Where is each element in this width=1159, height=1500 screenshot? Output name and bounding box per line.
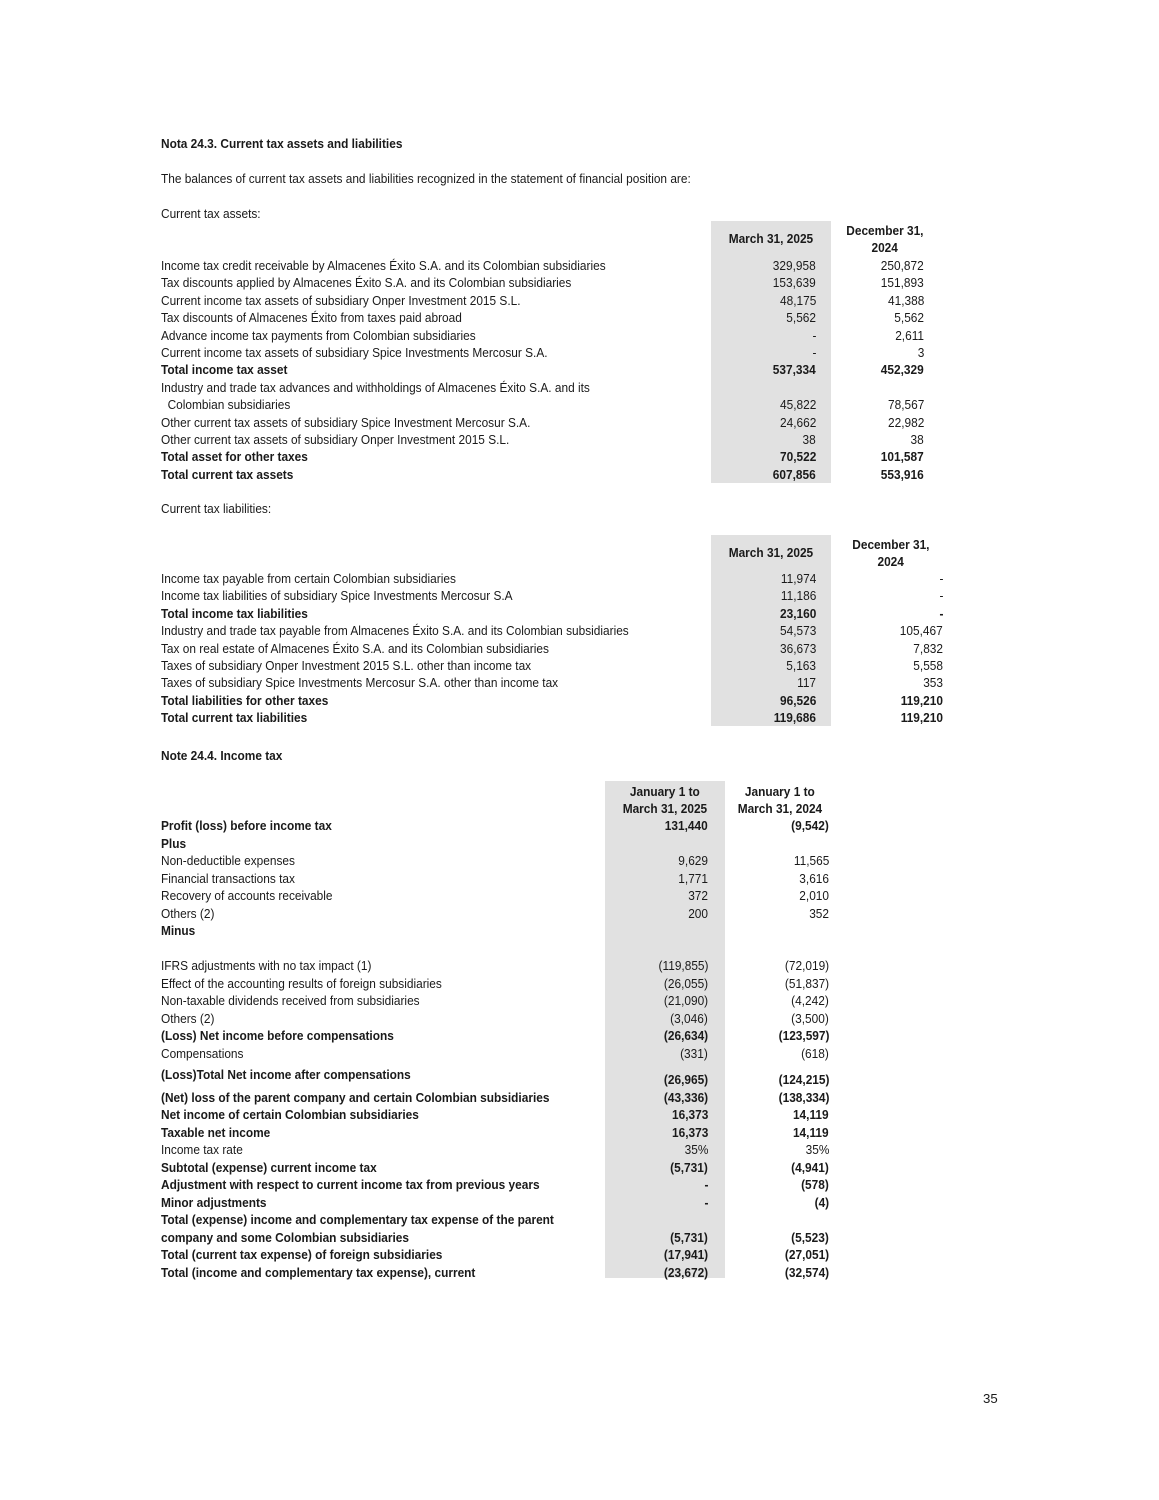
row-value-col2: 35%	[805, 1142, 829, 1157]
row-value-col2: 352	[809, 905, 829, 921]
row-value-col2: (32,574)	[784, 1264, 829, 1280]
table-row	[0, 1194, 1159, 1211]
row-value-col2: 78,567	[887, 397, 924, 413]
row-value-col1: 45,822	[779, 397, 816, 413]
row-value-col1: 16,373	[671, 1124, 708, 1140]
row-label: Colombian subsidiaries	[161, 397, 291, 413]
table-row	[0, 1159, 1159, 1176]
row-value-col1: 607,856	[773, 466, 816, 482]
table-row	[0, 1066, 1159, 1087]
income-tax-col1-header-line2: March 31, 2025	[622, 801, 708, 816]
row-value-col2: 38	[910, 432, 924, 447]
liabilities-col2-header-line2: 2024	[877, 554, 905, 569]
row-value-col1: 537,334	[773, 362, 816, 378]
row-value-col2: 2,611	[895, 327, 924, 343]
row-label: Others (2)	[161, 905, 215, 921]
row-value-col1: 1,771	[678, 870, 708, 886]
table-row	[0, 905, 1159, 922]
row-label: Others (2)	[161, 1010, 215, 1026]
liabilities-heading: Current tax liabilities:	[161, 501, 272, 516]
row-label: (Loss) Net income before compensations	[161, 1028, 394, 1043]
row-value-col1: -	[704, 1194, 708, 1210]
table-row	[0, 292, 1159, 309]
liabilities-col1-header: March 31, 2025	[728, 545, 814, 560]
income-tax-col2-header-line2: March 31, 2024	[737, 801, 823, 816]
row-value-col2: 22,982	[887, 414, 924, 430]
row-value-col1: (21,090)	[663, 993, 708, 1008]
row-label: Other current tax assets of subsidiary Onper Investment 2015 S.L.	[161, 432, 510, 447]
row-label: Net income of certain Colombian subsidiaries	[161, 1107, 419, 1122]
row-label: Current income tax assets of subsidiary Onper Investment 2015 S.L.	[161, 292, 521, 308]
row-value-col1: (26,055)	[663, 975, 708, 991]
table-row	[0, 1246, 1159, 1263]
row-value-col1: (43,336)	[663, 1089, 708, 1105]
liabilities-col2-header	[836, 536, 946, 570]
row-label: Income tax credit receivable by Almacenes Éxito S.A. and its Colombian subsidiaries	[161, 258, 606, 273]
row-value-col2: 14,119	[793, 1124, 829, 1140]
table-row	[0, 1089, 1159, 1106]
table-row	[0, 274, 1159, 291]
table-row	[0, 327, 1159, 344]
row-value-col1: 54,573	[779, 623, 816, 639]
income-tax-col2-header	[725, 783, 835, 817]
note-24-4-title: Note 24.4. Income tax	[161, 748, 283, 763]
row-value-col1: (5,731)	[670, 1159, 708, 1175]
row-value-col1: 153,639	[773, 275, 816, 291]
row-value-col1: -	[812, 345, 816, 360]
row-value-col2: 11,565	[793, 853, 829, 868]
row-value-col1: -	[812, 327, 816, 343]
row-value-col1: 200	[688, 905, 708, 921]
row-value-col2: (4)	[814, 1194, 829, 1210]
row-value-col1: 96,526	[779, 692, 816, 708]
assets-col1-header: March 31, 2025	[728, 231, 814, 246]
table-row	[0, 431, 1159, 448]
table-row	[0, 344, 1159, 361]
note-24-3-intro: The balances of current tax assets and liabilities recognized in the statement of financial position are:	[161, 171, 691, 186]
table-row	[0, 466, 1159, 483]
row-value-col1: (119,855)	[658, 958, 708, 973]
row-value-col1: (5,731)	[670, 1229, 708, 1245]
row-value-col1: (17,941)	[663, 1247, 708, 1262]
row-value-col2: (72,019)	[784, 958, 829, 973]
row-value-col2: 14,119	[793, 1107, 829, 1122]
liabilities-col2-header-line1: December 31,	[852, 537, 930, 552]
row-value-col1: (3,046)	[670, 1010, 708, 1026]
row-value-col2: 452,329	[881, 362, 924, 378]
row-label: Tax on real estate of Almacenes Éxito S.A. and its Colombian subsidiaries	[161, 640, 549, 656]
table-row	[0, 1211, 1159, 1228]
table-row	[0, 870, 1159, 887]
row-label: Taxes of subsidiary Spice Investments Mercosur S.A. other than income tax	[161, 675, 559, 691]
table-row	[0, 414, 1159, 431]
row-label: Total current tax assets	[161, 466, 294, 482]
table-row	[0, 396, 1159, 413]
table-row	[0, 709, 1159, 726]
row-value-col1: 5,163	[786, 658, 816, 673]
row-label: Advance income tax payments from Colombian subsidiaries	[161, 327, 476, 343]
row-label: Other current tax assets of subsidiary Spice Investment Mercosur S.A.	[161, 414, 531, 430]
row-value-col2: -	[939, 588, 943, 604]
table-row	[0, 674, 1159, 691]
row-label: Minor adjustments	[161, 1194, 267, 1210]
row-value-col1: -	[704, 1177, 708, 1192]
row-value-col1: 48,175	[779, 292, 816, 308]
row-label: Compensations	[161, 1045, 244, 1061]
income-tax-col1-header	[605, 783, 725, 817]
table-row	[0, 1106, 1159, 1123]
row-value-col2: (618)	[801, 1045, 829, 1061]
table-row	[0, 1045, 1159, 1062]
row-value-col2: 119,210	[900, 692, 943, 708]
table-row	[0, 817, 1159, 834]
row-label: Non-taxable dividends received from subsidiaries	[161, 993, 420, 1008]
row-value-col1: 5,562	[786, 310, 816, 326]
row-label: Effect of the accounting results of foreign subsidiaries	[161, 975, 442, 991]
table-row	[0, 1264, 1159, 1281]
row-label: Total income tax liabilities	[161, 605, 308, 621]
row-value-col1: 119,686	[773, 710, 816, 726]
table-row	[0, 361, 1159, 378]
row-label: Profit (loss) before income tax	[161, 818, 332, 833]
row-label: (Loss)Total Net income after compensations	[161, 1067, 411, 1082]
row-value-col1: 38	[802, 432, 816, 447]
row-value-col1: (26,634)	[663, 1028, 708, 1043]
row-value-col2: 3	[917, 345, 924, 360]
row-label: Industry and trade tax advances and withholdings of Almacenes Éxito S.A. and its	[161, 379, 590, 395]
table-row	[0, 570, 1159, 587]
table-row	[0, 1124, 1159, 1141]
row-label: Total (income and complementary tax expense), current	[161, 1264, 476, 1280]
row-value-col2: 41,388	[887, 292, 924, 308]
row-value-col2: (5,523)	[791, 1229, 829, 1245]
table-row	[0, 257, 1159, 274]
row-value-col1: 11,186	[780, 588, 816, 604]
row-label: Adjustment with respect to current income tax from previous years	[161, 1177, 540, 1192]
table-row	[0, 379, 1159, 396]
note-24-3-title: Nota 24.3. Current tax assets and liabilities	[161, 136, 403, 151]
table-row	[0, 448, 1159, 465]
table-row	[0, 1229, 1159, 1246]
row-label: Total liabilities for other taxes	[161, 692, 329, 708]
row-value-col2: 7,832	[913, 640, 943, 656]
table-row	[0, 957, 1159, 974]
row-label: Current income tax assets of subsidiary Spice Investments Mercosur S.A.	[161, 345, 548, 360]
row-label: Total (current tax expense) of foreign subsidiaries	[161, 1247, 443, 1262]
row-value-col2: (123,597)	[778, 1028, 829, 1043]
row-value-col2: (578)	[801, 1177, 829, 1192]
row-value-col2: 105,467	[900, 623, 943, 639]
row-label: Total (expense) income and complementary tax expense of the parent	[161, 1212, 554, 1227]
row-value-col1: 36,673	[779, 640, 816, 656]
table-row	[0, 309, 1159, 326]
page-number: 35	[983, 1391, 998, 1406]
row-value-col1: 16,373	[671, 1107, 708, 1122]
row-label: Income tax liabilities of subsidiary Spice Investments Mercosur S.A	[161, 588, 513, 604]
row-value-col1: 372	[688, 888, 708, 903]
table-row	[0, 992, 1159, 1009]
row-value-col2: 250,872	[881, 258, 924, 273]
table-row	[0, 835, 1159, 852]
table-row	[0, 1027, 1159, 1044]
table-row	[0, 622, 1159, 639]
row-value-col2: 119,210	[900, 710, 943, 726]
row-value-col2: (27,051)	[784, 1247, 829, 1262]
table-row	[0, 605, 1159, 622]
row-label: Recovery of accounts receivable	[161, 888, 333, 903]
assets-col2-header-line1: December 31,	[846, 223, 924, 238]
assets-heading: Current tax assets:	[161, 206, 261, 221]
table-row	[0, 587, 1159, 604]
row-value-col2: 553,916	[881, 466, 924, 482]
row-value-col2: 2,010	[799, 888, 829, 903]
row-label: Tax discounts applied by Almacenes Éxito S.A. and its Colombian subsidiaries	[161, 275, 572, 291]
row-label: IFRS adjustments with no tax impact (1)	[161, 958, 372, 973]
row-value-col1: 23,160	[779, 605, 816, 621]
row-value-col1: (331)	[680, 1045, 708, 1061]
row-value-col2: (51,837)	[784, 975, 829, 991]
row-label: Industry and trade tax payable from Almacenes Éxito S.A. and its Colombian subsidiaries	[161, 623, 629, 639]
row-value-col2: -	[939, 571, 943, 586]
row-label: Income tax payable from certain Colombian subsidiaries	[161, 571, 456, 586]
row-value-col1: (26,965)	[663, 1072, 708, 1087]
row-value-col2: 353	[923, 675, 943, 691]
row-label: company and some Colombian subsidiaries	[161, 1229, 409, 1245]
table-row	[0, 640, 1159, 657]
row-value-col2: (9,542)	[791, 818, 829, 833]
table-row	[0, 1010, 1159, 1027]
row-label: Total asset for other taxes	[161, 449, 308, 465]
assets-col2-header-line2: 2024	[871, 240, 899, 255]
row-value-col1: 24,662	[779, 414, 816, 430]
row-value-col2: (124,215)	[778, 1072, 829, 1087]
row-label: Plus	[161, 835, 187, 851]
table-row	[0, 1176, 1159, 1193]
row-label: Financial transactions tax	[161, 870, 295, 886]
income-tax-col1-header-line1: January 1 to	[630, 784, 700, 799]
row-value-col2: 5,558	[913, 658, 943, 673]
table-row	[0, 975, 1159, 992]
row-value-col1: 11,974	[780, 571, 816, 586]
table-row	[0, 657, 1159, 674]
assets-col2-header	[830, 222, 940, 256]
row-label: (Net) loss of the parent company and certain Colombian subsidiaries	[161, 1089, 550, 1105]
table-row	[0, 887, 1159, 904]
row-label: Total current tax liabilities	[161, 710, 308, 726]
row-label: Subtotal (expense) current income tax	[161, 1159, 377, 1175]
row-value-col2: (3,500)	[791, 1010, 829, 1026]
row-value-col1: 70,522	[779, 449, 816, 465]
row-value-col2: 101,587	[881, 449, 924, 465]
row-value-col1: 9,629	[678, 853, 708, 868]
income-tax-col2-header-line1: January 1 to	[745, 784, 815, 799]
row-value-col1: 329,958	[773, 258, 816, 273]
row-value-col1: 35%	[684, 1142, 708, 1157]
row-label: Minus	[161, 923, 196, 938]
row-value-col2: (138,334)	[778, 1089, 829, 1105]
row-value-col2: (4,242)	[791, 993, 829, 1008]
row-label: Non-deductible expenses	[161, 853, 295, 868]
table-row	[0, 922, 1159, 939]
row-value-col2: -	[939, 605, 943, 621]
row-value-col2: 151,893	[881, 275, 924, 291]
row-value-col1: 117	[797, 675, 816, 691]
table-row	[0, 852, 1159, 869]
row-label: Taxable net income	[161, 1124, 271, 1140]
row-label: Total income tax asset	[161, 362, 288, 378]
row-value-col2: (4,941)	[791, 1159, 829, 1175]
row-value-col2: 5,562	[894, 310, 924, 326]
row-value-col1: (23,672)	[663, 1264, 708, 1280]
row-value-col1: 131,440	[665, 818, 708, 833]
row-label: Tax discounts of Almacenes Éxito from taxes paid abroad	[161, 310, 462, 326]
row-label: Taxes of subsidiary Onper Investment 2015 S.L. other than income tax	[161, 658, 532, 673]
row-label: Income tax rate	[161, 1142, 243, 1157]
table-row	[0, 1141, 1159, 1158]
row-value-col2: 3,616	[799, 870, 829, 886]
table-row	[0, 692, 1159, 709]
